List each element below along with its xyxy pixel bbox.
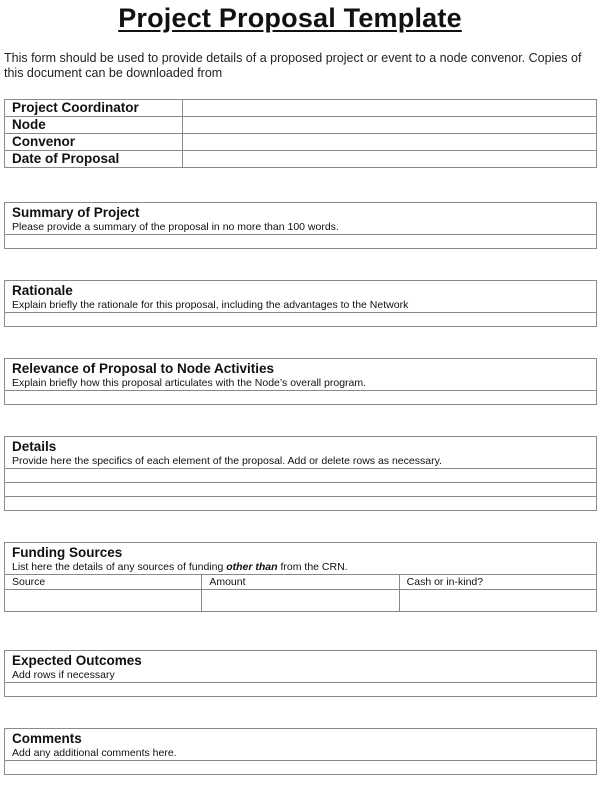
table-row bbox=[5, 100, 597, 117]
outcomes-heading: Expected Outcomes bbox=[12, 653, 142, 668]
convenor-label: Convenor bbox=[5, 134, 183, 151]
rationale-section bbox=[4, 280, 597, 327]
project-coordinator-label: Project Coordinator bbox=[5, 100, 183, 117]
funding-instruction-emphasis: other than bbox=[226, 561, 278, 573]
funding-section bbox=[4, 542, 597, 612]
relevance-header-cell bbox=[5, 359, 597, 391]
funding-instruction bbox=[12, 561, 589, 574]
table-row bbox=[5, 151, 597, 168]
funding-column-headers bbox=[5, 575, 597, 590]
details-instruction: Provide here the specifics of each element of the proposal. Add or delete rows as necessary. bbox=[12, 455, 442, 467]
summary-header-cell bbox=[5, 203, 597, 235]
outcomes-instruction: Add rows if necessary bbox=[12, 669, 115, 681]
cash-or-in-kind-field[interactable] bbox=[399, 590, 596, 612]
relevance-instruction: Explain briefly how this proposal articulates with the Node’s overall program. bbox=[12, 377, 367, 389]
outcomes-section bbox=[4, 650, 597, 697]
summary-field[interactable] bbox=[5, 235, 597, 249]
funding-header-cell bbox=[5, 543, 597, 575]
outcomes-field[interactable] bbox=[5, 683, 597, 697]
page-title: Project Proposal Template bbox=[118, 3, 462, 33]
details-heading: Details bbox=[12, 439, 57, 454]
source-column-header: Source bbox=[5, 575, 202, 590]
comments-header-cell bbox=[5, 729, 597, 761]
details-header-cell bbox=[5, 437, 597, 469]
cash-or-in-kind-column-header: Cash or in-kind? bbox=[399, 575, 596, 590]
node-field[interactable] bbox=[183, 117, 597, 134]
comments-field[interactable] bbox=[5, 761, 597, 775]
amount-field[interactable] bbox=[202, 590, 399, 612]
comments-heading: Comments bbox=[12, 731, 82, 746]
info-table bbox=[4, 99, 597, 168]
summary-section bbox=[4, 202, 597, 249]
date-of-proposal-field[interactable] bbox=[183, 151, 597, 168]
relevance-section bbox=[4, 358, 597, 405]
relevance-heading: Relevance of Proposal to Node Activities bbox=[12, 361, 275, 376]
rationale-field[interactable] bbox=[5, 313, 597, 327]
source-field[interactable] bbox=[5, 590, 202, 612]
outcomes-header-cell bbox=[5, 651, 597, 683]
amount-column-header: Amount bbox=[202, 575, 399, 590]
funding-instruction-before: List here the details of any sources of funding bbox=[12, 561, 227, 573]
funding-instruction-after: from the CRN. bbox=[277, 561, 348, 573]
summary-heading: Summary of Project bbox=[12, 205, 140, 220]
details-row-field[interactable] bbox=[5, 497, 597, 511]
rationale-header-cell bbox=[5, 281, 597, 313]
convenor-field[interactable] bbox=[183, 134, 597, 151]
relevance-field[interactable] bbox=[5, 391, 597, 405]
table-row bbox=[5, 117, 597, 134]
details-row-field[interactable] bbox=[5, 483, 597, 497]
details-section bbox=[4, 436, 597, 511]
summary-instruction: Please provide a summary of the proposal in no more than 100 words. bbox=[12, 221, 339, 233]
comments-instruction: Add any additional comments here. bbox=[12, 747, 177, 759]
node-label: Node bbox=[5, 117, 183, 134]
details-row-field[interactable] bbox=[5, 469, 597, 483]
rationale-instruction: Explain briefly the rationale for this proposal, including the advantages to the Network bbox=[12, 299, 409, 311]
funding-heading: Funding Sources bbox=[12, 545, 123, 560]
date-of-proposal-label: Date of Proposal bbox=[5, 151, 183, 168]
project-coordinator-field[interactable] bbox=[183, 100, 597, 117]
rationale-heading: Rationale bbox=[12, 283, 73, 298]
intro-text: This form should be used to provide details of a proposed project or event to a node convenor. Copies of this document can be downloaded from bbox=[4, 51, 582, 80]
table-row bbox=[5, 134, 597, 151]
comments-section bbox=[4, 728, 597, 775]
table-row bbox=[5, 590, 597, 612]
